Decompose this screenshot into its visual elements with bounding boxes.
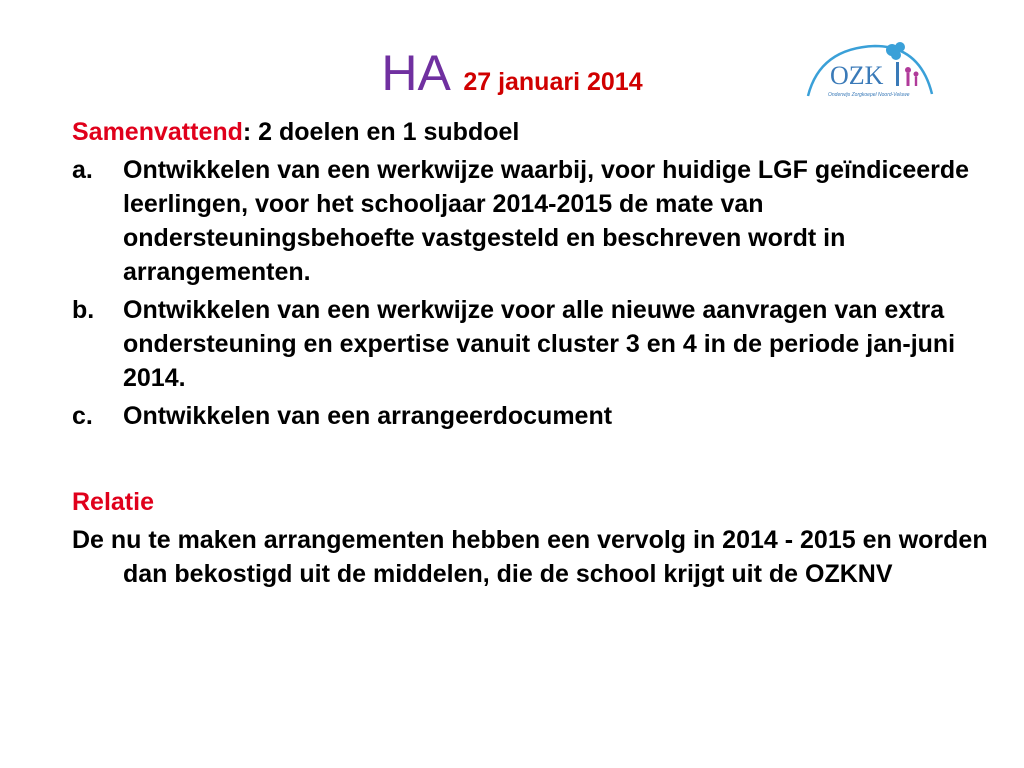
ozk-logo — [800, 38, 940, 108]
relation-text: De nu te maken arrangementen hebben een vervolg in 2014 - 2015 en worden dan bekostigd uit de middelen, die de school krijgt uit de OZKNV — [72, 526, 988, 588]
goal-item — [72, 153, 992, 289]
summary-label: Samenvattend — [72, 118, 243, 146]
relation-label: Relatie — [72, 488, 154, 516]
goal-marker: c. — [72, 402, 93, 430]
goal-marker: a. — [72, 156, 93, 184]
goal-text: Ontwikkelen van een werkwijze waarbij, voor huidige LGF geïndiceerde leerlingen, voor het schooljaar 2014-2015 de mate van ondersteuningsbehoefte vastgesteld en beschreven wordt in arrangementen. — [123, 156, 970, 286]
goal-item — [72, 293, 992, 395]
summary-rest: : 2 doelen en 1 subdoel — [242, 118, 520, 146]
title-main: HA — [381, 45, 451, 101]
logo-tagline: Onderwijs Zorgkoepel Noord-Veluwe — [828, 92, 910, 98]
goal-marker: b. — [72, 296, 95, 324]
goal-text: Ontwikkelen van een arrangeerdocument — [123, 402, 613, 430]
title-date: 27 januari 2014 — [463, 68, 643, 96]
goal-text: Ontwikkelen van een werkwijze voor alle nieuwe aanvragen van extra ondersteuning en expertise vanuit cluster 3 en 4 in de periode jan-juni 2014. — [123, 296, 956, 392]
logo-text: OZK — [830, 61, 884, 90]
goal-item — [72, 399, 992, 433]
summary-line — [72, 115, 992, 149]
slide-body — [72, 115, 992, 591]
ozk-logo-graphic — [800, 38, 940, 108]
spacer — [72, 433, 992, 485]
